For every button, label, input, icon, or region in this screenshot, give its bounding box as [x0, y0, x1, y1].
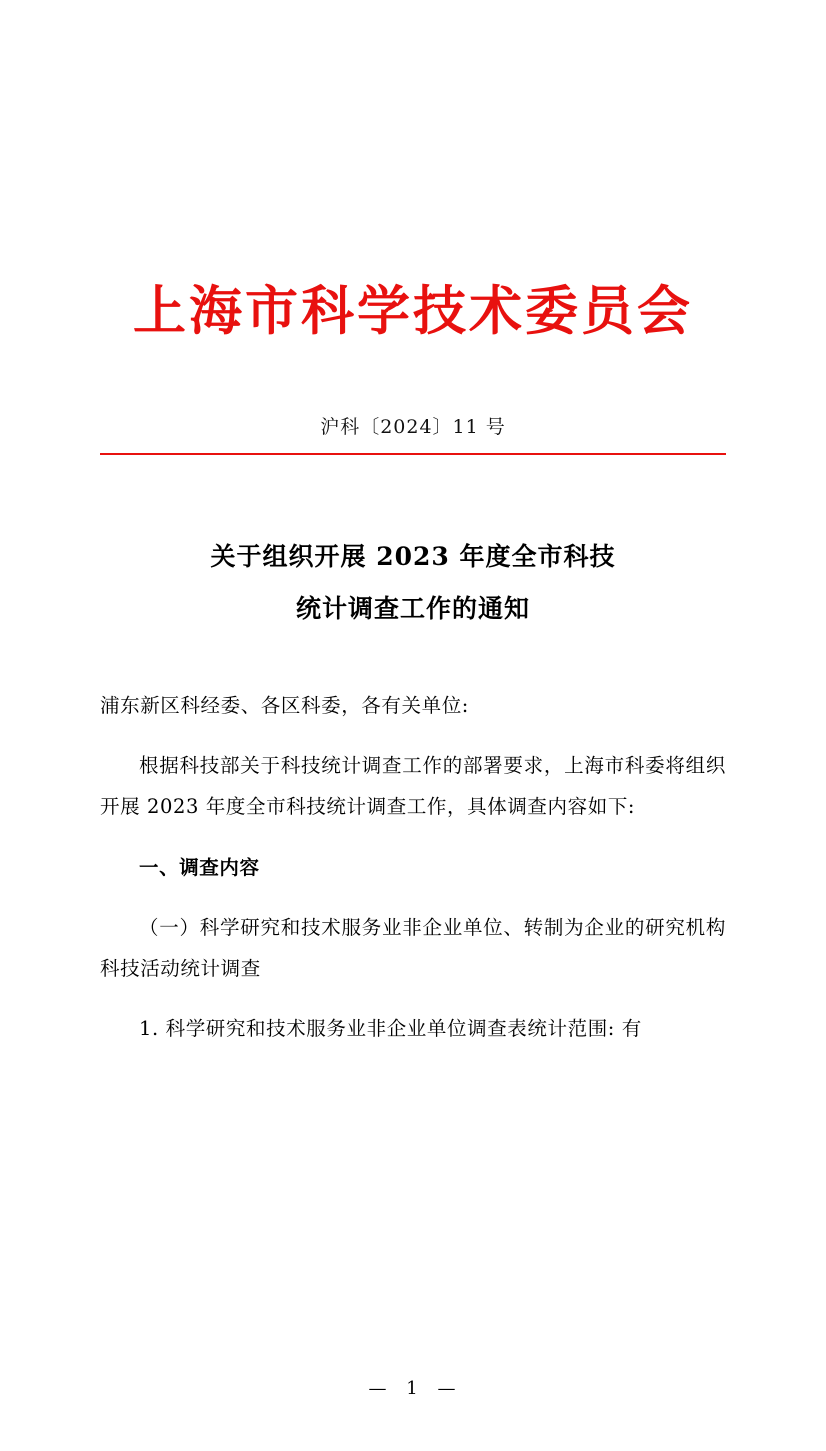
- document-title-line-1: 关于组织开展 2023 年度全市科技: [210, 542, 616, 572]
- masthead: [100, 282, 726, 340]
- page-footer: [0, 1378, 826, 1399]
- body-paragraph-3: 1. 科学研究和技术服务业非企业单位调查表统计范围: 有: [139, 1017, 642, 1041]
- footer-dash-right: —: [437, 1378, 458, 1399]
- document-page: [0, 282, 826, 1451]
- section-heading-1: 一、调查内容: [139, 855, 260, 879]
- document-title: [100, 531, 726, 634]
- issuing-organization-title: 上海市科学技术委员会: [133, 280, 693, 342]
- document-body: [100, 686, 726, 1051]
- document-number: 沪科〔2024〕11 号: [320, 416, 506, 439]
- body-paragraph-1: 根据科技部关于科技统计调查工作的部署要求，上海市科委将组织开展 2023 年度全市科技统计调查工作，具体调查内容如下:: [100, 754, 726, 819]
- addressee-line: 浦东新区科经委、各区科委，各有关单位:: [100, 693, 469, 717]
- footer-dash-left: —: [368, 1378, 389, 1399]
- footer-page-number: 1: [406, 1378, 420, 1399]
- body-paragraph-2: （一）科学研究和技术服务业非企业单位、转制为企业的研究机构科技活动统计调查: [100, 916, 726, 980]
- red-divider-rule: [100, 453, 726, 455]
- document-title-line-2: 统计调查工作的通知: [295, 593, 530, 623]
